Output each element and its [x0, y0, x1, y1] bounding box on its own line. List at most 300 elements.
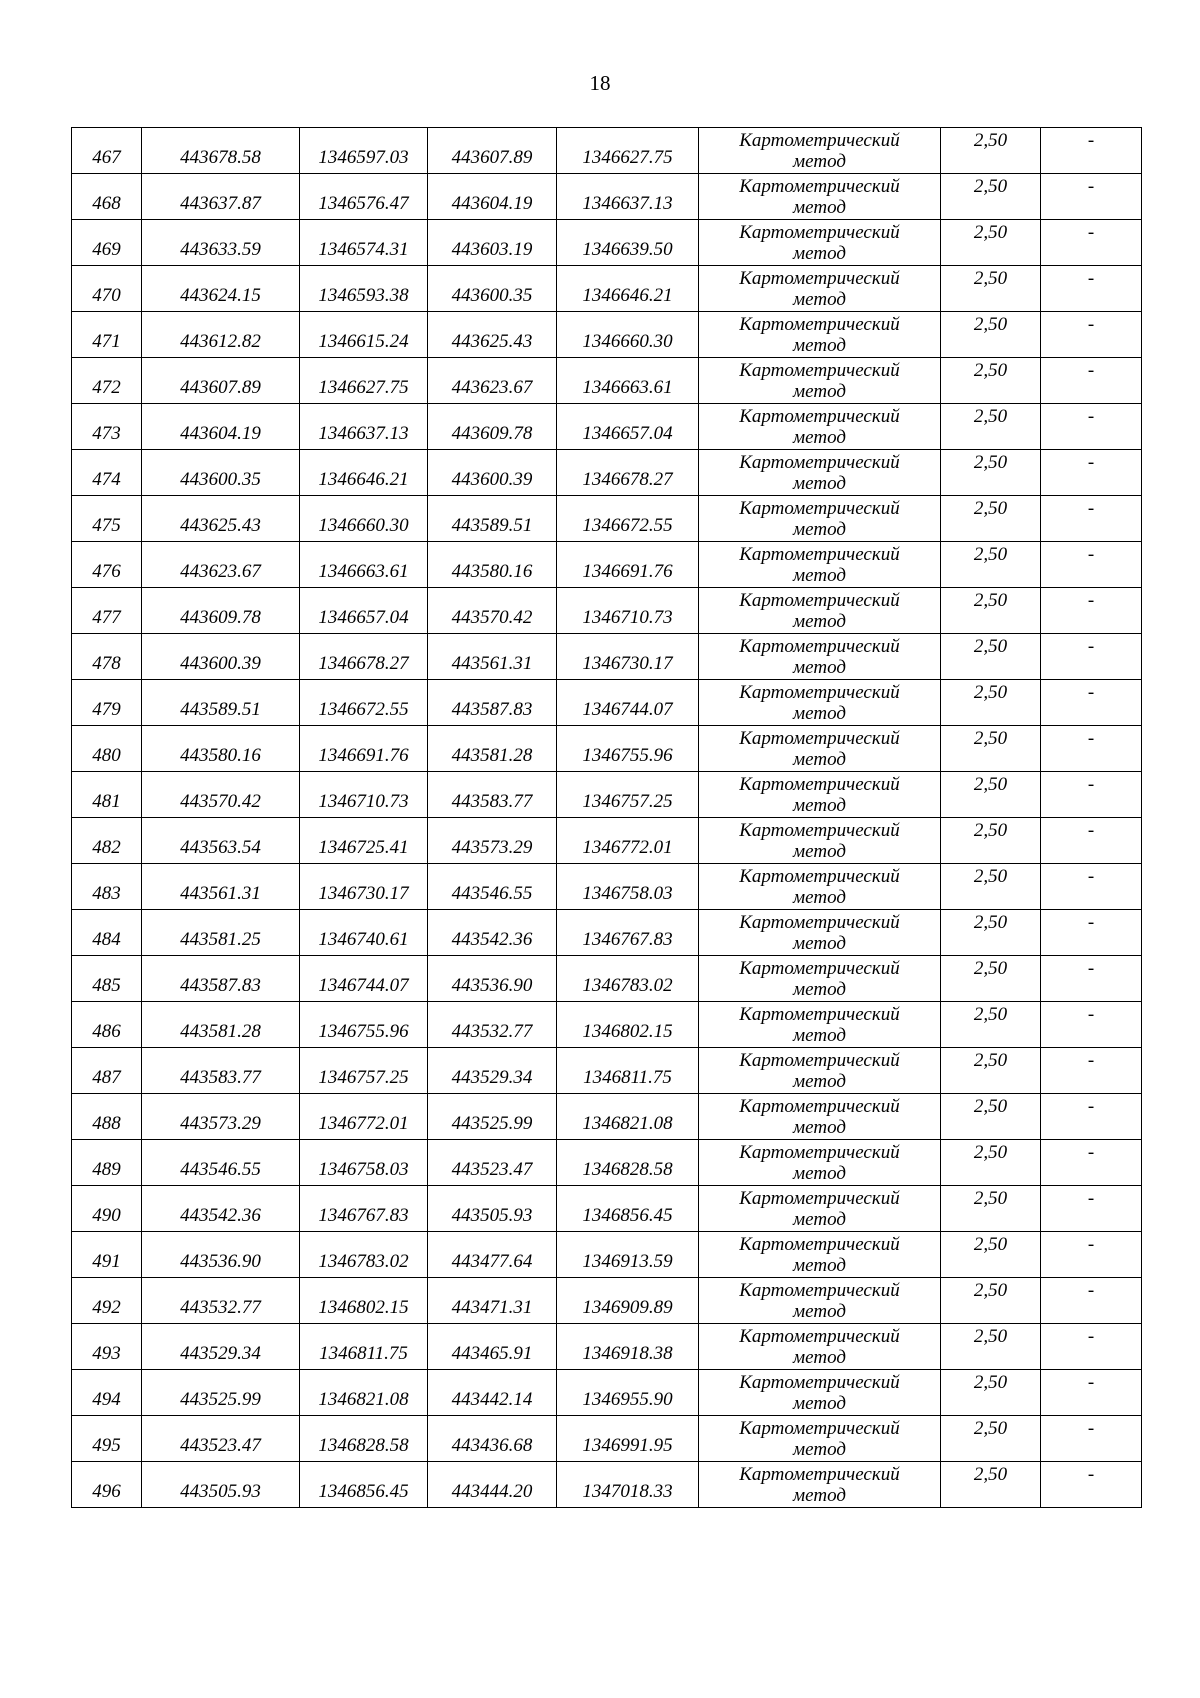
x-coordinate-cell: 443536.90 — [142, 1232, 300, 1278]
method-label-line2: метод — [793, 1438, 846, 1460]
x2-coordinate-cell: 443604.19 — [428, 174, 557, 220]
note-cell: - — [1041, 542, 1142, 588]
point-number-cell: 487 — [72, 1048, 142, 1094]
x2-coordinate-cell: 443623.67 — [428, 358, 557, 404]
accuracy-cell: 2,50 — [941, 1186, 1041, 1232]
method-label-line1: Картометрический — [739, 1233, 900, 1255]
y-coordinate-cell: 1346828.58 — [300, 1416, 428, 1462]
table-row — [72, 1416, 1142, 1462]
method-cell — [699, 1140, 941, 1186]
accuracy-cell: 2,50 — [941, 1370, 1041, 1416]
table-row — [72, 864, 1142, 910]
method-label-line1: Картометрический — [739, 1049, 900, 1071]
x-coordinate-cell: 443604.19 — [142, 404, 300, 450]
accuracy-cell: 2,50 — [941, 496, 1041, 542]
method-cell — [699, 1324, 941, 1370]
method-label-line1: Картометрический — [739, 221, 900, 243]
accuracy-cell: 2,50 — [941, 1232, 1041, 1278]
accuracy-cell: 2,50 — [941, 588, 1041, 634]
x2-coordinate-cell: 443587.83 — [428, 680, 557, 726]
y2-coordinate-cell: 1346627.75 — [557, 128, 699, 174]
y-coordinate-cell: 1346730.17 — [300, 864, 428, 910]
y-coordinate-cell: 1346757.25 — [300, 1048, 428, 1094]
y-coordinate-cell: 1346821.08 — [300, 1370, 428, 1416]
note-cell: - — [1041, 266, 1142, 312]
x2-coordinate-cell: 443573.29 — [428, 818, 557, 864]
method-cell — [699, 634, 941, 680]
note-cell: - — [1041, 910, 1142, 956]
y2-coordinate-cell: 1346660.30 — [557, 312, 699, 358]
y2-coordinate-cell: 1346757.25 — [557, 772, 699, 818]
point-number-cell: 481 — [72, 772, 142, 818]
method-cell — [699, 680, 941, 726]
method-label-line2: метод — [793, 288, 846, 310]
accuracy-cell: 2,50 — [941, 266, 1041, 312]
table-row — [72, 358, 1142, 404]
note-cell: - — [1041, 312, 1142, 358]
method-label-line2: метод — [793, 1116, 846, 1138]
accuracy-cell: 2,50 — [941, 772, 1041, 818]
method-cell — [699, 1002, 941, 1048]
method-label-line2: метод — [793, 656, 846, 678]
x2-coordinate-cell: 443580.16 — [428, 542, 557, 588]
method-label-line1: Картометрический — [739, 819, 900, 841]
accuracy-cell: 2,50 — [941, 1048, 1041, 1094]
x2-coordinate-cell: 443546.55 — [428, 864, 557, 910]
x-coordinate-cell: 443600.35 — [142, 450, 300, 496]
method-cell — [699, 404, 941, 450]
method-cell — [699, 818, 941, 864]
method-label-line2: метод — [793, 426, 846, 448]
method-label-line2: метод — [793, 472, 846, 494]
accuracy-cell: 2,50 — [941, 680, 1041, 726]
method-label-line2: метод — [793, 334, 846, 356]
method-label-line2: метод — [793, 748, 846, 770]
x2-coordinate-cell: 443583.77 — [428, 772, 557, 818]
method-cell — [699, 312, 941, 358]
point-number-cell: 495 — [72, 1416, 142, 1462]
method-cell — [699, 496, 941, 542]
table-row — [72, 726, 1142, 772]
x2-coordinate-cell: 443609.78 — [428, 404, 557, 450]
table-row — [72, 496, 1142, 542]
x2-coordinate-cell: 443625.43 — [428, 312, 557, 358]
x-coordinate-cell: 443637.87 — [142, 174, 300, 220]
accuracy-cell: 2,50 — [941, 358, 1041, 404]
y2-coordinate-cell: 1346918.38 — [557, 1324, 699, 1370]
y2-coordinate-cell: 1346678.27 — [557, 450, 699, 496]
point-number-cell: 473 — [72, 404, 142, 450]
method-label-line2: метод — [793, 702, 846, 724]
note-cell: - — [1041, 818, 1142, 864]
y-coordinate-cell: 1346615.24 — [300, 312, 428, 358]
x-coordinate-cell: 443600.39 — [142, 634, 300, 680]
y-coordinate-cell: 1346646.21 — [300, 450, 428, 496]
x2-coordinate-cell: 443523.47 — [428, 1140, 557, 1186]
table-row — [72, 266, 1142, 312]
x-coordinate-cell: 443505.93 — [142, 1462, 300, 1508]
accuracy-cell: 2,50 — [941, 1324, 1041, 1370]
note-cell: - — [1041, 496, 1142, 542]
table-row — [72, 1140, 1142, 1186]
y2-coordinate-cell: 1346672.55 — [557, 496, 699, 542]
y-coordinate-cell: 1346758.03 — [300, 1140, 428, 1186]
x2-coordinate-cell: 443536.90 — [428, 956, 557, 1002]
note-cell: - — [1041, 956, 1142, 1002]
point-number-cell: 470 — [72, 266, 142, 312]
x-coordinate-cell: 443625.43 — [142, 496, 300, 542]
point-number-cell: 482 — [72, 818, 142, 864]
method-label-line1: Картометрический — [739, 681, 900, 703]
method-cell — [699, 864, 941, 910]
method-label-line1: Картометрический — [739, 543, 900, 565]
x2-coordinate-cell: 443477.64 — [428, 1232, 557, 1278]
y2-coordinate-cell: 1346730.17 — [557, 634, 699, 680]
y2-coordinate-cell: 1347018.33 — [557, 1462, 699, 1508]
method-cell — [699, 910, 941, 956]
y2-coordinate-cell: 1346856.45 — [557, 1186, 699, 1232]
method-label-line2: метод — [793, 564, 846, 586]
note-cell: - — [1041, 1324, 1142, 1370]
table-row — [72, 1048, 1142, 1094]
method-label-line1: Картометрический — [739, 1141, 900, 1163]
x-coordinate-cell: 443624.15 — [142, 266, 300, 312]
point-number-cell: 474 — [72, 450, 142, 496]
method-label-line2: метод — [793, 886, 846, 908]
table-row — [72, 1002, 1142, 1048]
y-coordinate-cell: 1346740.61 — [300, 910, 428, 956]
accuracy-cell: 2,50 — [941, 818, 1041, 864]
method-label-line1: Картометрический — [739, 405, 900, 427]
y2-coordinate-cell: 1346802.15 — [557, 1002, 699, 1048]
x-coordinate-cell: 443633.59 — [142, 220, 300, 266]
accuracy-cell: 2,50 — [941, 1094, 1041, 1140]
method-cell — [699, 772, 941, 818]
y-coordinate-cell: 1346755.96 — [300, 1002, 428, 1048]
method-label-line1: Картометрический — [739, 497, 900, 519]
accuracy-cell: 2,50 — [941, 1278, 1041, 1324]
point-number-cell: 472 — [72, 358, 142, 404]
accuracy-cell: 2,50 — [941, 128, 1041, 174]
method-label-line2: метод — [793, 1346, 846, 1368]
method-label-line1: Картометрический — [739, 589, 900, 611]
x2-coordinate-cell: 443589.51 — [428, 496, 557, 542]
accuracy-cell: 2,50 — [941, 726, 1041, 772]
x2-coordinate-cell: 443444.20 — [428, 1462, 557, 1508]
y2-coordinate-cell: 1346767.83 — [557, 910, 699, 956]
x2-coordinate-cell: 443581.28 — [428, 726, 557, 772]
method-label-line1: Картометрический — [739, 865, 900, 887]
method-label-line2: метод — [793, 518, 846, 540]
note-cell: - — [1041, 772, 1142, 818]
method-cell — [699, 1048, 941, 1094]
y-coordinate-cell: 1346576.47 — [300, 174, 428, 220]
coordinates-table — [71, 127, 1142, 1508]
x2-coordinate-cell: 443471.31 — [428, 1278, 557, 1324]
accuracy-cell: 2,50 — [941, 864, 1041, 910]
x-coordinate-cell: 443525.99 — [142, 1370, 300, 1416]
accuracy-cell: 2,50 — [941, 312, 1041, 358]
point-number-cell: 485 — [72, 956, 142, 1002]
method-label-line1: Картометрический — [739, 773, 900, 795]
x2-coordinate-cell: 443505.93 — [428, 1186, 557, 1232]
method-label-line2: метод — [793, 1300, 846, 1322]
note-cell: - — [1041, 1140, 1142, 1186]
point-number-cell: 467 — [72, 128, 142, 174]
method-cell — [699, 542, 941, 588]
x-coordinate-cell: 443612.82 — [142, 312, 300, 358]
x2-coordinate-cell: 443561.31 — [428, 634, 557, 680]
table-row — [72, 588, 1142, 634]
y-coordinate-cell: 1346660.30 — [300, 496, 428, 542]
method-label-line1: Картометрический — [739, 451, 900, 473]
point-number-cell: 468 — [72, 174, 142, 220]
y-coordinate-cell: 1346691.76 — [300, 726, 428, 772]
method-label-line2: метод — [793, 1254, 846, 1276]
table-row — [72, 956, 1142, 1002]
method-cell — [699, 1278, 941, 1324]
method-label-line1: Картометрический — [739, 635, 900, 657]
method-label-line2: метод — [793, 794, 846, 816]
method-label-line2: метод — [793, 196, 846, 218]
table-row — [72, 450, 1142, 496]
method-cell — [699, 128, 941, 174]
x2-coordinate-cell: 443532.77 — [428, 1002, 557, 1048]
method-cell — [699, 588, 941, 634]
point-number-cell: 479 — [72, 680, 142, 726]
method-label-line1: Картометрический — [739, 1325, 900, 1347]
x-coordinate-cell: 443542.36 — [142, 1186, 300, 1232]
note-cell: - — [1041, 680, 1142, 726]
note-cell: - — [1041, 1232, 1142, 1278]
x2-coordinate-cell: 443542.36 — [428, 910, 557, 956]
x-coordinate-cell: 443570.42 — [142, 772, 300, 818]
method-label-line2: метод — [793, 1484, 846, 1506]
method-label-line1: Картометрический — [739, 727, 900, 749]
method-label-line1: Картометрический — [739, 1463, 900, 1485]
y2-coordinate-cell: 1346744.07 — [557, 680, 699, 726]
accuracy-cell: 2,50 — [941, 634, 1041, 680]
method-cell — [699, 266, 941, 312]
method-label-line2: метод — [793, 1392, 846, 1414]
x2-coordinate-cell: 443600.39 — [428, 450, 557, 496]
note-cell: - — [1041, 634, 1142, 680]
table-row — [72, 312, 1142, 358]
method-label-line2: метод — [793, 840, 846, 862]
y2-coordinate-cell: 1346955.90 — [557, 1370, 699, 1416]
note-cell: - — [1041, 220, 1142, 266]
method-label-line2: метод — [793, 150, 846, 172]
point-number-cell: 483 — [72, 864, 142, 910]
note-cell: - — [1041, 1370, 1142, 1416]
method-label-line2: метод — [793, 1208, 846, 1230]
y2-coordinate-cell: 1346691.76 — [557, 542, 699, 588]
accuracy-cell: 2,50 — [941, 910, 1041, 956]
point-number-cell: 486 — [72, 1002, 142, 1048]
y2-coordinate-cell: 1346991.95 — [557, 1416, 699, 1462]
note-cell: - — [1041, 128, 1142, 174]
point-number-cell: 478 — [72, 634, 142, 680]
y2-coordinate-cell: 1346913.59 — [557, 1232, 699, 1278]
y-coordinate-cell: 1346574.31 — [300, 220, 428, 266]
x-coordinate-cell: 443609.78 — [142, 588, 300, 634]
y2-coordinate-cell: 1346772.01 — [557, 818, 699, 864]
x2-coordinate-cell: 443603.19 — [428, 220, 557, 266]
x-coordinate-cell: 443573.29 — [142, 1094, 300, 1140]
x-coordinate-cell: 443581.28 — [142, 1002, 300, 1048]
point-number-cell: 475 — [72, 496, 142, 542]
x2-coordinate-cell: 443570.42 — [428, 588, 557, 634]
table-row — [72, 680, 1142, 726]
y-coordinate-cell: 1346811.75 — [300, 1324, 428, 1370]
y-coordinate-cell: 1346657.04 — [300, 588, 428, 634]
point-number-cell: 471 — [72, 312, 142, 358]
table-row — [72, 1278, 1142, 1324]
method-cell — [699, 220, 941, 266]
point-number-cell: 496 — [72, 1462, 142, 1508]
x-coordinate-cell: 443546.55 — [142, 1140, 300, 1186]
table-body — [72, 128, 1142, 1508]
method-cell — [699, 1416, 941, 1462]
y-coordinate-cell: 1346710.73 — [300, 772, 428, 818]
x-coordinate-cell: 443607.89 — [142, 358, 300, 404]
x2-coordinate-cell: 443525.99 — [428, 1094, 557, 1140]
table-row — [72, 1186, 1142, 1232]
method-cell — [699, 956, 941, 1002]
method-label-line1: Картометрический — [739, 911, 900, 933]
y-coordinate-cell: 1346744.07 — [300, 956, 428, 1002]
method-cell — [699, 1462, 941, 1508]
y2-coordinate-cell: 1346646.21 — [557, 266, 699, 312]
method-label-line1: Картометрический — [739, 1371, 900, 1393]
x-coordinate-cell: 443623.67 — [142, 542, 300, 588]
x-coordinate-cell: 443678.58 — [142, 128, 300, 174]
y2-coordinate-cell: 1346637.13 — [557, 174, 699, 220]
method-label-line2: метод — [793, 1162, 846, 1184]
x2-coordinate-cell: 443442.14 — [428, 1370, 557, 1416]
table-row — [72, 1324, 1142, 1370]
table-row — [72, 772, 1142, 818]
y2-coordinate-cell: 1346811.75 — [557, 1048, 699, 1094]
accuracy-cell: 2,50 — [941, 450, 1041, 496]
note-cell: - — [1041, 1048, 1142, 1094]
method-cell — [699, 1094, 941, 1140]
y-coordinate-cell: 1346672.55 — [300, 680, 428, 726]
y-coordinate-cell: 1346725.41 — [300, 818, 428, 864]
x2-coordinate-cell: 443436.68 — [428, 1416, 557, 1462]
accuracy-cell: 2,50 — [941, 220, 1041, 266]
point-number-cell: 477 — [72, 588, 142, 634]
point-number-cell: 489 — [72, 1140, 142, 1186]
y-coordinate-cell: 1346856.45 — [300, 1462, 428, 1508]
x2-coordinate-cell: 443465.91 — [428, 1324, 557, 1370]
x-coordinate-cell: 443523.47 — [142, 1416, 300, 1462]
note-cell: - — [1041, 1094, 1142, 1140]
accuracy-cell: 2,50 — [941, 1416, 1041, 1462]
table-row — [72, 1232, 1142, 1278]
point-number-cell: 491 — [72, 1232, 142, 1278]
note-cell: - — [1041, 1278, 1142, 1324]
method-label-line1: Картометрический — [739, 175, 900, 197]
y2-coordinate-cell: 1346657.04 — [557, 404, 699, 450]
method-label-line1: Картометрический — [739, 1417, 900, 1439]
y-coordinate-cell: 1346783.02 — [300, 1232, 428, 1278]
y2-coordinate-cell: 1346909.89 — [557, 1278, 699, 1324]
table-row — [72, 1094, 1142, 1140]
x2-coordinate-cell: 443607.89 — [428, 128, 557, 174]
y2-coordinate-cell: 1346639.50 — [557, 220, 699, 266]
x2-coordinate-cell: 443529.34 — [428, 1048, 557, 1094]
note-cell: - — [1041, 1002, 1142, 1048]
method-label-line2: метод — [793, 932, 846, 954]
table-row — [72, 1462, 1142, 1508]
x-coordinate-cell: 443581.25 — [142, 910, 300, 956]
method-label-line1: Картометрический — [739, 313, 900, 335]
point-number-cell: 493 — [72, 1324, 142, 1370]
note-cell: - — [1041, 726, 1142, 772]
x-coordinate-cell: 443589.51 — [142, 680, 300, 726]
method-cell — [699, 450, 941, 496]
method-label-line1: Картометрический — [739, 1095, 900, 1117]
y2-coordinate-cell: 1346663.61 — [557, 358, 699, 404]
method-label-line2: метод — [793, 242, 846, 264]
accuracy-cell: 2,50 — [941, 404, 1041, 450]
x2-coordinate-cell: 443600.35 — [428, 266, 557, 312]
table-row — [72, 634, 1142, 680]
y-coordinate-cell: 1346663.61 — [300, 542, 428, 588]
point-number-cell: 490 — [72, 1186, 142, 1232]
y2-coordinate-cell: 1346783.02 — [557, 956, 699, 1002]
point-number-cell: 488 — [72, 1094, 142, 1140]
note-cell: - — [1041, 358, 1142, 404]
table-row — [72, 220, 1142, 266]
y2-coordinate-cell: 1346828.58 — [557, 1140, 699, 1186]
method-label-line1: Картометрический — [739, 267, 900, 289]
method-label-line2: метод — [793, 610, 846, 632]
table-row — [72, 128, 1142, 174]
y2-coordinate-cell: 1346710.73 — [557, 588, 699, 634]
method-label-line2: метод — [793, 1024, 846, 1046]
y-coordinate-cell: 1346593.38 — [300, 266, 428, 312]
note-cell: - — [1041, 404, 1142, 450]
point-number-cell: 484 — [72, 910, 142, 956]
y2-coordinate-cell: 1346758.03 — [557, 864, 699, 910]
point-number-cell: 480 — [72, 726, 142, 772]
y-coordinate-cell: 1346767.83 — [300, 1186, 428, 1232]
table-row — [72, 404, 1142, 450]
accuracy-cell: 2,50 — [941, 1462, 1041, 1508]
y2-coordinate-cell: 1346821.08 — [557, 1094, 699, 1140]
point-number-cell: 494 — [72, 1370, 142, 1416]
x-coordinate-cell: 443587.83 — [142, 956, 300, 1002]
point-number-cell: 469 — [72, 220, 142, 266]
accuracy-cell: 2,50 — [941, 956, 1041, 1002]
accuracy-cell: 2,50 — [941, 1002, 1041, 1048]
note-cell: - — [1041, 174, 1142, 220]
x-coordinate-cell: 443563.54 — [142, 818, 300, 864]
y-coordinate-cell: 1346637.13 — [300, 404, 428, 450]
note-cell: - — [1041, 1186, 1142, 1232]
note-cell: - — [1041, 1462, 1142, 1508]
accuracy-cell: 2,50 — [941, 1140, 1041, 1186]
method-cell — [699, 726, 941, 772]
table-row — [72, 1370, 1142, 1416]
method-label-line1: Картометрический — [739, 359, 900, 381]
method-label-line1: Картометрический — [739, 1279, 900, 1301]
accuracy-cell: 2,50 — [941, 542, 1041, 588]
x-coordinate-cell: 443583.77 — [142, 1048, 300, 1094]
table-row — [72, 174, 1142, 220]
